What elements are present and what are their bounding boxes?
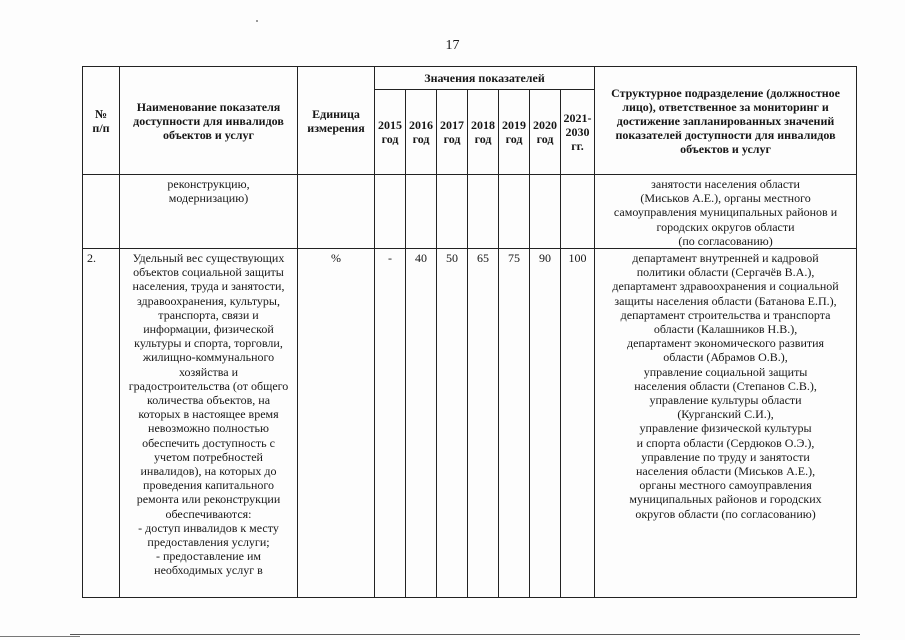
scan-edge-line [0,636,80,637]
cell-value [530,175,561,249]
cell-indicator-name: Удельный вес существующих объектов социальной защиты населения, труда и занятости, здравоохранения, культуры, транспорта, связи и информации, физической культуры и спорта, торговли, жилищно-коммунального хозяйства и градостроительства (от общего количества объектов, на которых в настоящее время невозможно полностью обеспечить доступность с учетом потребностей инвалидов), на которых до проведения капитального ремонта или реконструкции обеспечиваются: - доступ инвалидов к месту предоставления услуги; - предоставление им необходимых услуг в [120,249,298,598]
header-indicator-name: Наименование показателя доступности для инвалидов объектов и услуг [120,67,298,175]
header-row-top [83,67,857,90]
cell-value [468,175,499,249]
table-row-continuation [83,175,857,249]
cell-num: 2. [83,249,120,598]
header-year: 2015 год [375,90,406,175]
indicator-table [82,66,857,598]
header-year: 2018 год [468,90,499,175]
header-year: 2021- 2030 гг. [561,90,595,175]
header-num: № п/п [83,67,120,175]
cell-num [83,175,120,249]
cell-value [375,175,406,249]
cell-value-2016: 40 [406,249,437,598]
cell-value [437,175,468,249]
cell-indicator-name: реконструкцию, модернизацию) [120,175,298,249]
header-values-group: Значения показателей [375,67,595,90]
table-row [83,249,857,598]
cell-value-2017: 50 [437,249,468,598]
cell-value [561,175,595,249]
cell-value-2019: 75 [499,249,530,598]
cell-responsible: департамент внутренней и кадровой политики области (Сергачёв В.А.), департамент здравоохранения и социальной защиты населения области (Батанова Е.П.), департамент строительства и транспорта области (Калашников Н.В.), департамент экономического развития области (Абрамов О.В.), управление социальной защиты населения области (Степанов С.В.), управление культуры области (Курганский С.И.), управление физической культуры и спорта области (Сердюков О.Э.), управление по труду и занятости населения области (Миськов А.Е.), органы местного самоуправления муниципальных районов и городских округов области (по согласованию) [595,249,857,598]
page-number: 17 [445,38,460,53]
header-year: 2016 год [406,90,437,175]
header-responsible: Структурное подразделение (должностное лицо), ответственное за мониторинг и достижение запланированных значений показателей доступности для инвалидов объектов и услуг [595,67,857,175]
cell-value-2015: - [375,249,406,598]
cell-value-2020: 90 [530,249,561,598]
header-unit: Единица измерения [298,67,375,175]
cell-value [499,175,530,249]
cell-unit: % [298,249,375,598]
cell-responsible: занятости населения области (Миськов А.Е.), органы местного самоуправления муниципальных районов и городских округов области (по согласованию) [595,175,857,249]
header-year: 2020 год [530,90,561,175]
scan-artifact-dot [256,20,258,22]
cell-value [406,175,437,249]
cell-unit [298,175,375,249]
header-year: 2019 год [499,90,530,175]
cell-value-2018: 65 [468,249,499,598]
page-bottom-rule [70,634,860,635]
cell-value-2021-2030: 100 [561,249,595,598]
header-year: 2017 год [437,90,468,175]
